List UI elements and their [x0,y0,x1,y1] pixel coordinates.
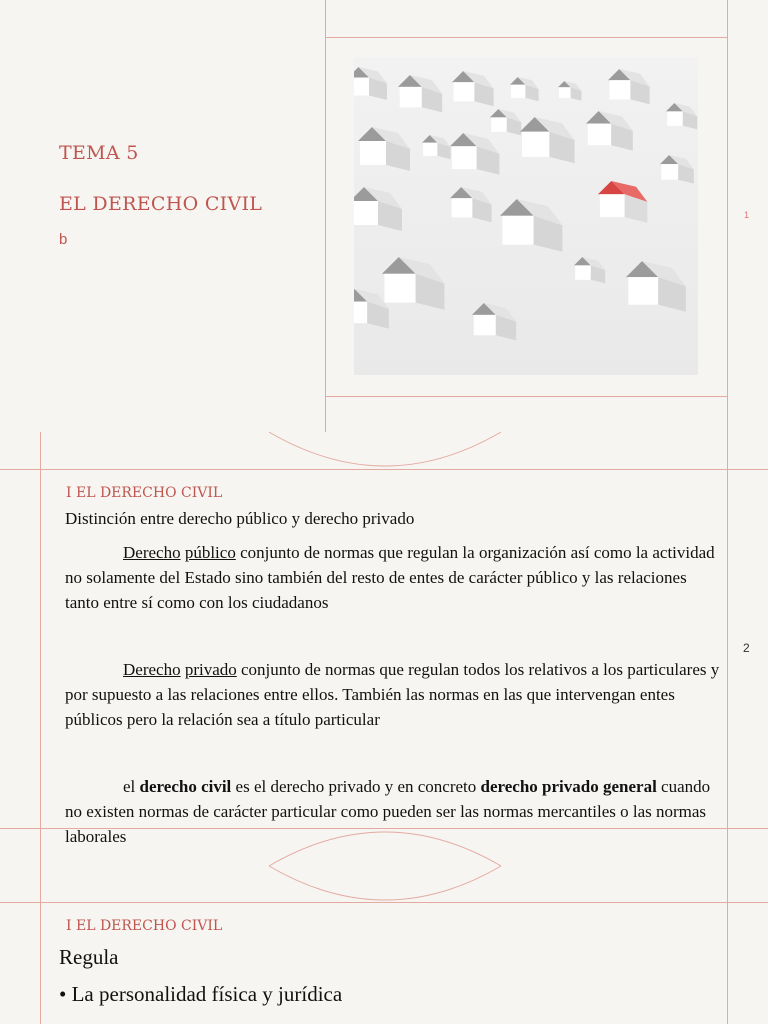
divider [40,432,41,864]
slide-heading: Distinción entre derecho público y derecho privado [65,509,415,528]
decorative-arc [265,430,505,472]
bullet-text: La personalidad física y jurídica [71,982,343,1006]
bullet-icon: • [59,982,67,1006]
paragraph-derecho-privado [65,657,721,732]
definition-text: conjunto de normas que regulan la organización así como la actividad no solamente del Estado sino también del resto de entes de carácter público y las relaciones tanto entre sí como con los ciudadanos [65,543,715,612]
paragraph-derecho-publico [65,540,721,615]
term-derecho: Derecho [123,543,181,562]
divider [0,469,768,470]
definition-text: conjunto de normas que regulan todos los relativos a los particulares y por supuesto a las relaciones entre ellos. También las normas en las que intervengan entes públicos pero la relación sea a título particular [65,660,720,729]
term-derecho-privado-general: derecho privado general [480,777,657,796]
text: el [123,777,140,796]
term-derecho: Derecho [123,660,181,679]
divider [727,432,728,864]
divider [727,0,728,432]
decorative-lens [265,828,505,904]
divider [325,396,728,397]
houses-illustration [354,57,698,375]
divider [727,864,728,1024]
slide-title: EL DERECHO CIVIL [59,193,263,215]
section-heading: I EL DERECHO CIVIL [66,485,223,501]
divider [325,0,326,432]
houses-image [354,57,698,375]
text: cuando no existen normas de carácter particular como pueden ser las normas mercantiles o las normas laborales [65,777,711,846]
divider [0,902,768,903]
slide-heading: Regula [59,945,119,969]
text: es el derecho privado y en concreto [231,777,481,796]
term-derecho-civil: derecho civil [139,777,232,796]
section-heading: I EL DERECHO CIVIL [66,918,223,934]
divider [325,37,728,38]
slide-subtitle: b [59,231,68,248]
page-number: 1 [744,210,750,220]
bullet-item [59,982,342,1007]
page-number: 2 [743,641,750,655]
term-publico: público [184,543,236,562]
tema-label: TEMA 5 [59,142,139,164]
divider [40,864,41,1024]
term-privado: privado [184,660,237,679]
